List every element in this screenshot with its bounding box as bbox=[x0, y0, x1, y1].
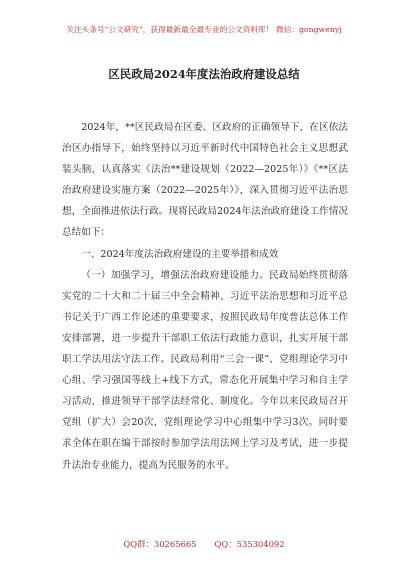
section-heading: 一、2024年度法治政府建设的主要举措和成效 bbox=[81, 248, 279, 260]
footer-qq: QQ：535304092 bbox=[214, 539, 285, 549]
document-title: 区民政局2024年度法治政府建设总结 bbox=[108, 67, 300, 81]
footer-qq-group: QQ群：30265665 bbox=[123, 539, 197, 549]
document-body bbox=[62, 117, 348, 476]
intro-paragraph: 2024年，**区民政局在区委、区政府的正确领导下，在区依法治区办指导下，始终坚持以习近平新时代中国特色社会主义思想武装头脑，认真落实《法治**建设规划（2022—2025年）》《**区法治政府建设实施方案（2022—2025年）》，深入贯彻习近平法治思想，全面推进依法行政。现将民政局2024年法治政府建设工作情况总结如下： bbox=[62, 122, 348, 239]
section-paragraph: （一）加强学习，增强法治政府建设能力。民政局始终贯彻落实党的二十大和二十届三中全会精神、习近平法治思想和习近平总书记关于广西工作论述的重要要求，按照民政局年度普法总体工作安排部署，进一步提升干部职工依法行政能力意识，扎实开展干部职工学法用法守法工作。民政局利用“三会一课”、党组理论学习中心组、学习强国等线上+线下方式，常态化开展集中学习和自主学习活动，推进领导干部学法经常化、制度化。今年以来民政局召开党组（扩大）会20次，党组理论学习中心组集中学习3次。同时要求全体在职在编干部按时参加学法用法网上学习及考试，进一步提升法治专业能力，提高为民服务的水平。 bbox=[62, 269, 348, 471]
footer-contact bbox=[0, 538, 408, 550]
header-notice: 关注头条号"公文研究"，获得最新最全最专业的公文资料库！ 微信：gongwenyj bbox=[66, 25, 342, 34]
